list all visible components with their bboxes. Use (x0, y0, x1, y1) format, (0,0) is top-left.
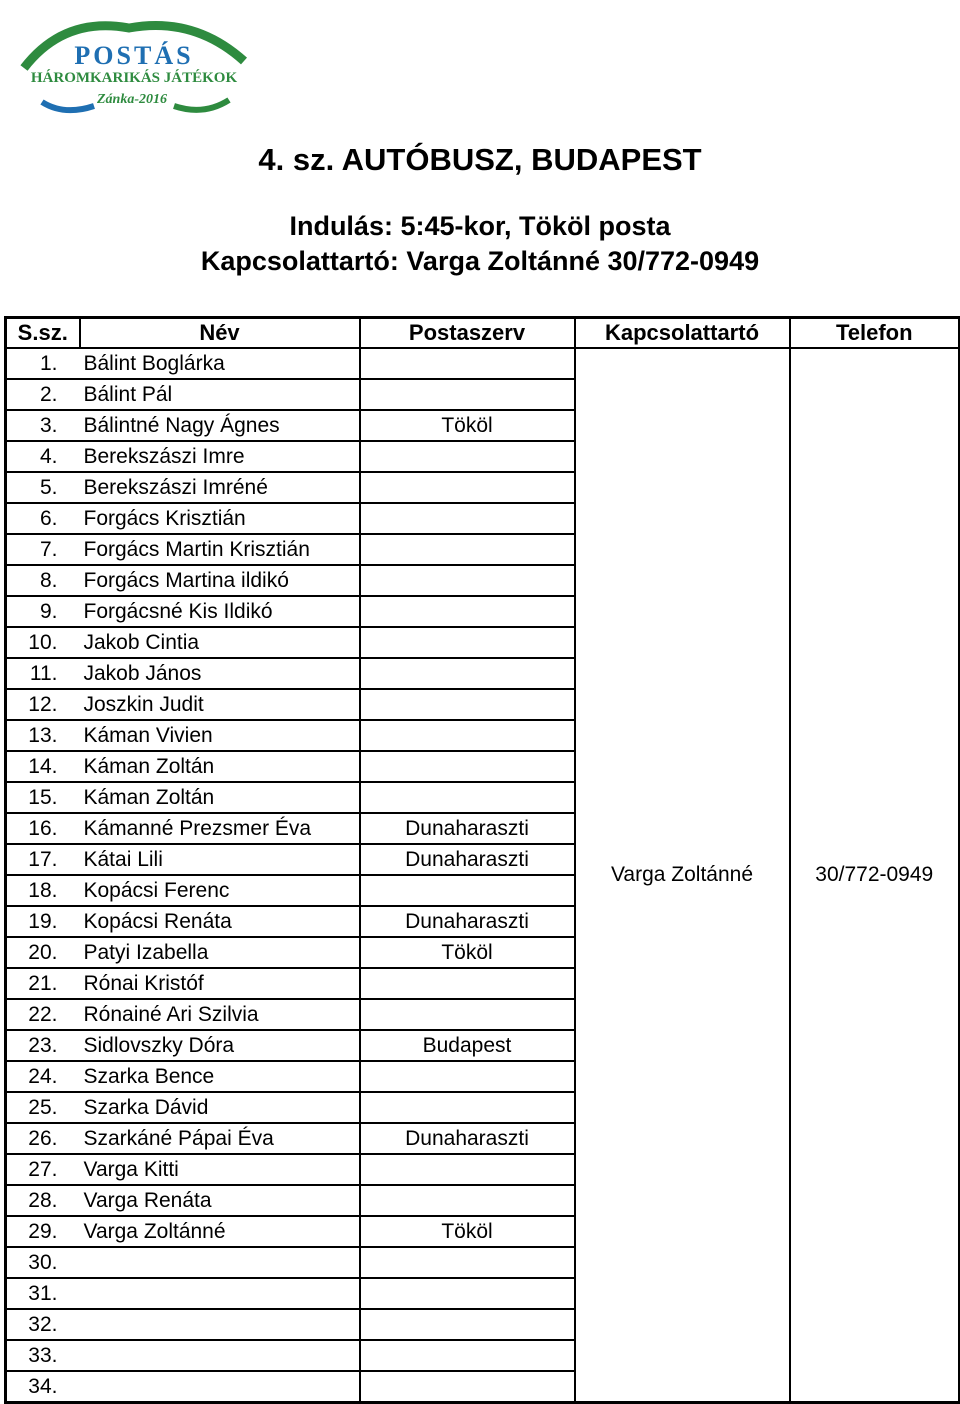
post-office (360, 1185, 575, 1216)
row-number: 13. (6, 720, 80, 751)
passenger-name: Káman Vivien (80, 720, 360, 751)
row-number: 15. (6, 782, 80, 813)
passenger-name: Bálint Boglárka (80, 348, 360, 379)
row-number: 8. (6, 565, 80, 596)
post-office (360, 999, 575, 1030)
row-number: 16. (6, 813, 80, 844)
table-header-row (6, 318, 960, 349)
row-number: 5. (6, 472, 80, 503)
passenger-name: Kopácsi Ferenc (80, 875, 360, 906)
post-office (360, 782, 575, 813)
passenger-name (80, 1309, 360, 1340)
departure-info: Indulás: 5:45-kor, Tököl posta (289, 211, 671, 241)
row-number: 11. (6, 658, 80, 689)
row-number: 17. (6, 844, 80, 875)
row-number: 31. (6, 1278, 80, 1309)
logo-green-arc-2 (174, 100, 229, 110)
passenger-name: Jakob János (80, 658, 360, 689)
post-office (360, 751, 575, 782)
row-number: 29. (6, 1216, 80, 1247)
contact-person-cell: Varga Zoltánné (575, 348, 790, 1403)
post-office: Dunaharaszti (360, 906, 575, 937)
row-number: 19. (6, 906, 80, 937)
row-number: 26. (6, 1123, 80, 1154)
passenger-name: Varga Kitti (80, 1154, 360, 1185)
post-office: Tököl (360, 410, 575, 441)
post-office (360, 658, 575, 689)
row-number: 18. (6, 875, 80, 906)
row-number: 23. (6, 1030, 80, 1061)
passenger-name: Berekszászi Imre (80, 441, 360, 472)
post-office: Dunaharaszti (360, 844, 575, 875)
passenger-name: Szarka Dávid (80, 1092, 360, 1123)
row-number: 34. (6, 1371, 80, 1403)
post-office: Tököl (360, 937, 575, 968)
post-office: Tököl (360, 1216, 575, 1247)
passenger-name: Káman Zoltán (80, 751, 360, 782)
header-name: Név (80, 318, 360, 349)
header-contact: Kapcsolattartó (575, 318, 790, 349)
passenger-name (80, 1371, 360, 1403)
passenger-name: Bálint Pál (80, 379, 360, 410)
table-body (6, 348, 960, 1403)
post-office (360, 503, 575, 534)
post-office: Budapest (360, 1030, 575, 1061)
post-office: Dunaharaszti (360, 813, 575, 844)
post-office (360, 441, 575, 472)
post-office (360, 534, 575, 565)
post-office (360, 596, 575, 627)
row-number: 27. (6, 1154, 80, 1185)
post-office (360, 1371, 575, 1403)
logo-line1: POSTÁS (74, 41, 194, 70)
row-number: 32. (6, 1309, 80, 1340)
passenger-name: Forgács Krisztián (80, 503, 360, 534)
logo-blue-arc (42, 102, 94, 110)
row-number: 30. (6, 1247, 80, 1278)
post-office (360, 1278, 575, 1309)
row-number: 1. (6, 348, 80, 379)
passenger-name: Joszkin Judit (80, 689, 360, 720)
row-number: 28. (6, 1185, 80, 1216)
row-number: 25. (6, 1092, 80, 1123)
passenger-name: Jakob Cintia (80, 627, 360, 658)
row-number: 10. (6, 627, 80, 658)
passenger-name: Forgácsné Kis Ildikó (80, 596, 360, 627)
passenger-name: Szarkáné Pápai Éva (80, 1123, 360, 1154)
post-office (360, 689, 575, 720)
phone-cell: 30/772-0949 (790, 348, 960, 1403)
header-phone: Telefon (790, 318, 960, 349)
logo-line2: HÁROMKARIKÁS JÁTÉKOK (30, 70, 238, 86)
row-number: 2. (6, 379, 80, 410)
passenger-name (80, 1247, 360, 1278)
post-office (360, 472, 575, 503)
passenger-name: Kopácsi Renáta (80, 906, 360, 937)
row-number: 12. (6, 689, 80, 720)
row-number: 14. (6, 751, 80, 782)
post-office (360, 565, 575, 596)
row-number: 22. (6, 999, 80, 1030)
post-office (360, 379, 575, 410)
passenger-name: Sidlovszky Dóra (80, 1030, 360, 1061)
passenger-name: Varga Zoltánné (80, 1216, 360, 1247)
post-office: Dunaharaszti (360, 1123, 575, 1154)
post-office (360, 875, 575, 906)
passenger-table (4, 316, 960, 1404)
row-number: 6. (6, 503, 80, 534)
passenger-name: Bálintné Nagy Ágnes (80, 410, 360, 441)
passenger-name: Szarka Bence (80, 1061, 360, 1092)
header-post-office: Postaszerv (360, 318, 575, 349)
contact-info: Kapcsolattartó: Varga Zoltánné 30/772-0949 (200, 246, 760, 276)
post-office (360, 1061, 575, 1092)
passenger-name: Forgács Martina ildikó (80, 565, 360, 596)
passenger-name: Forgács Martin Krisztián (80, 534, 360, 565)
post-office (360, 720, 575, 751)
post-office (360, 1092, 575, 1123)
passenger-name: Varga Renáta (80, 1185, 360, 1216)
event-logo (4, 6, 264, 126)
passenger-name: Kámanné Prezsmer Éva (80, 813, 360, 844)
post-office (360, 1340, 575, 1371)
row-number: 33. (6, 1340, 80, 1371)
post-office (360, 1154, 575, 1185)
passenger-name (80, 1340, 360, 1371)
row-number: 4. (6, 441, 80, 472)
post-office (360, 1247, 575, 1278)
row-number: 21. (6, 968, 80, 999)
header-number: S.sz. (6, 318, 80, 349)
row-number: 9. (6, 596, 80, 627)
passenger-name (80, 1278, 360, 1309)
passenger-name: Berekszászi Imréné (80, 472, 360, 503)
table-row (6, 348, 960, 379)
passenger-name: Kátai Lili (80, 844, 360, 875)
passenger-name: Patyi Izabella (80, 937, 360, 968)
row-number: 3. (6, 410, 80, 441)
row-number: 24. (6, 1061, 80, 1092)
post-office (360, 627, 575, 658)
row-number: 20. (6, 937, 80, 968)
post-office (360, 1309, 575, 1340)
passenger-name: Rónai Kristóf (80, 968, 360, 999)
row-number: 7. (6, 534, 80, 565)
passenger-name: Káman Zoltán (80, 782, 360, 813)
logo-line3: Zánka-2016 (97, 92, 167, 107)
passenger-name: Rónainé Ari Szilvia (80, 999, 360, 1030)
post-office (360, 968, 575, 999)
page-title: 4. sz. AUTÓBUSZ, BUDAPEST (258, 142, 702, 177)
post-office (360, 348, 575, 379)
